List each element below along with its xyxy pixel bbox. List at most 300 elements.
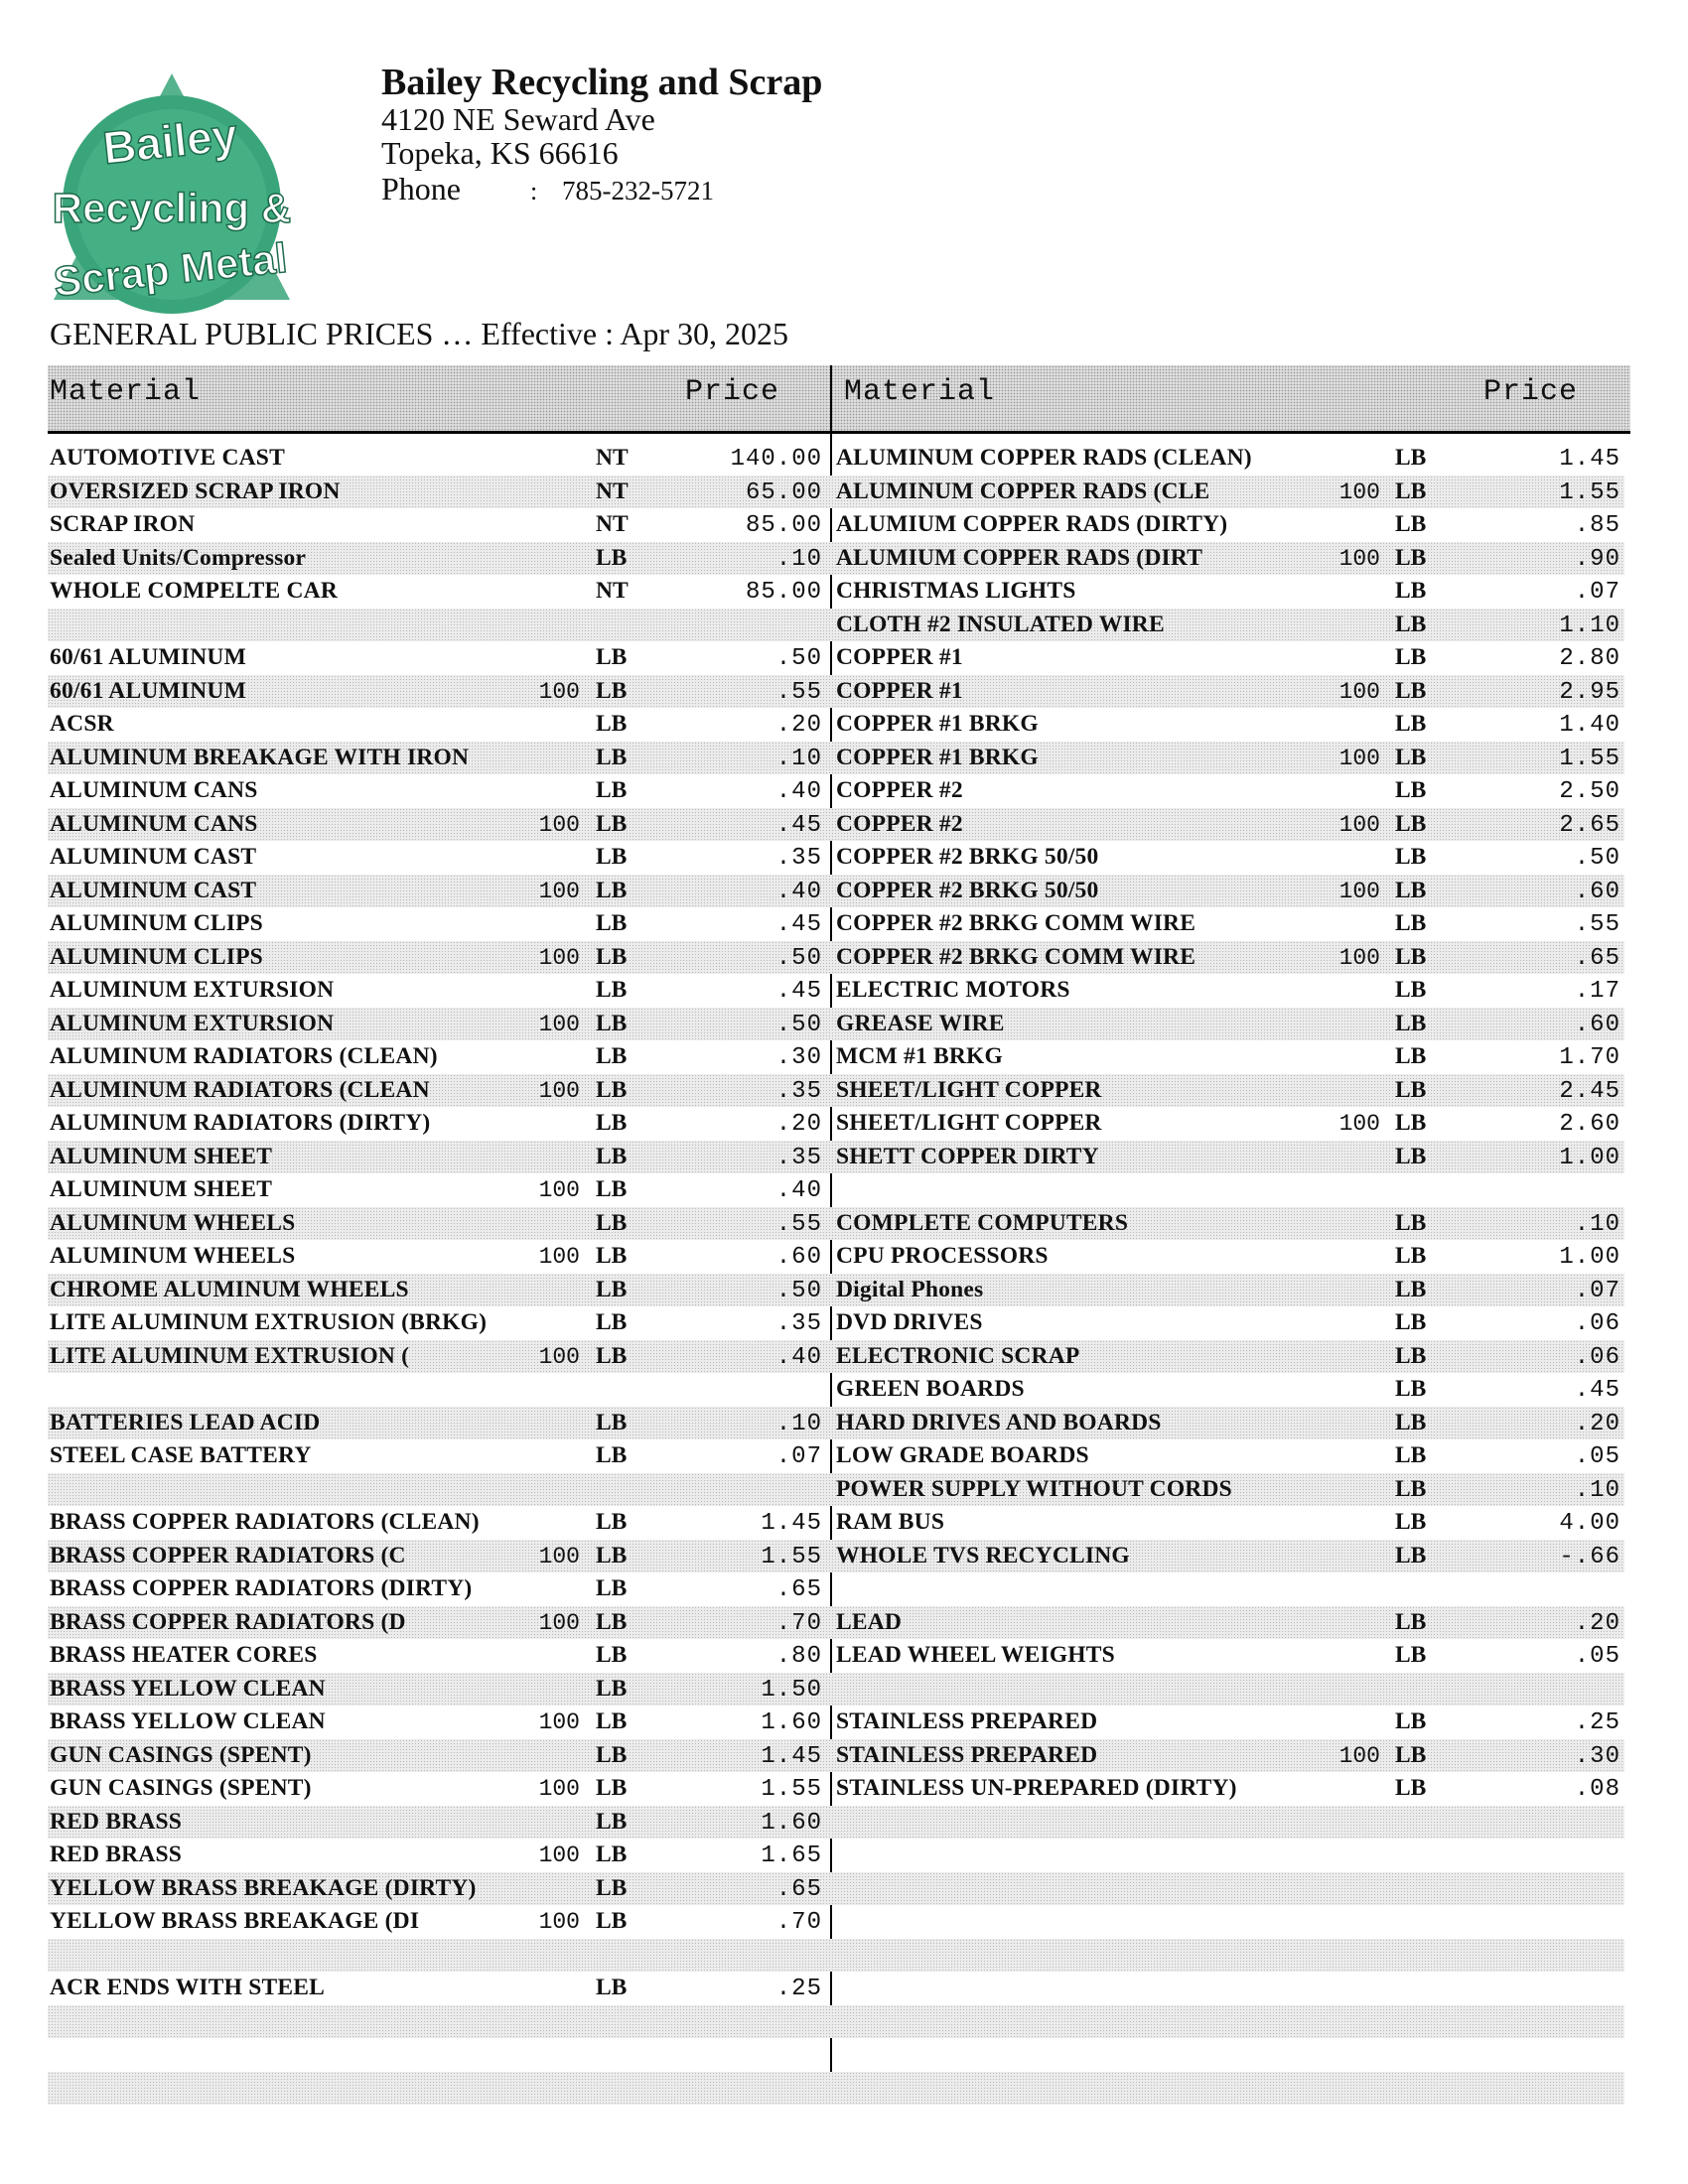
material-name: 60/61 ALUMINUM <box>50 644 246 670</box>
logo-text-line2: Recycling & <box>52 185 292 231</box>
table-header <box>48 365 1630 434</box>
table-row <box>834 1772 1624 1806</box>
price-value: 1.45 <box>1559 446 1620 473</box>
price-value: .50 <box>775 1277 822 1304</box>
price-value: .50 <box>1574 845 1620 872</box>
table-row <box>834 508 1624 542</box>
price-unit: LB <box>596 1076 628 1103</box>
company-city: Topeka, KS 66616 <box>381 135 619 171</box>
material-name: WHOLE COMPELTE CAR <box>50 578 338 604</box>
price-value: .05 <box>1574 1643 1620 1670</box>
table-row <box>834 1040 1624 1074</box>
material-name: ACSR <box>50 711 114 737</box>
material-name: STAINLESS PREPARED <box>836 1708 1098 1734</box>
quantity-tier: 100 <box>538 678 580 705</box>
price-value: 140.00 <box>730 446 822 473</box>
material-name: ALUMIUM COPPER RADS (DIRTY) <box>836 511 1228 537</box>
material-name: 60/61 ALUMINUM <box>50 677 246 704</box>
table-row-empty <box>834 1972 1624 2005</box>
table-row <box>48 1972 838 2005</box>
price-value: .85 <box>1574 512 1620 539</box>
price-value: .05 <box>1574 1443 1620 1470</box>
table-row <box>834 442 1624 476</box>
table-row <box>48 875 838 908</box>
material-name: ALUMINUM WHEELS <box>50 1209 296 1236</box>
price-value: 2.95 <box>1559 678 1620 706</box>
material-name: YELLOW BRASS BREAKAGE (DIRTY) <box>50 1874 477 1901</box>
price-unit: LB <box>1395 844 1427 870</box>
price-unit: LB <box>1395 744 1427 770</box>
material-name: BATTERIES LEAD ACID <box>50 1409 321 1435</box>
table-row <box>48 1639 838 1673</box>
quantity-tier: 100 <box>538 1011 580 1037</box>
table-row <box>834 774 1624 808</box>
table-row <box>48 1439 838 1473</box>
header-material-right: Material <box>844 375 996 409</box>
price-unit: LB <box>1395 445 1427 471</box>
price-unit: LB <box>1395 1043 1427 1069</box>
table-row <box>834 941 1624 975</box>
price-unit: LB <box>1395 611 1427 637</box>
price-value: .40 <box>775 778 822 805</box>
table-row <box>48 1872 838 1906</box>
price-unit: LB <box>596 1276 628 1302</box>
table-row <box>48 675 838 709</box>
quantity-tier: 100 <box>1338 545 1380 572</box>
material-name: COPPER #1 BRKG <box>836 711 1039 737</box>
table-row-empty <box>834 1173 1624 1207</box>
quantity-tier: 100 <box>538 1709 580 1735</box>
price-unit: LB <box>596 1975 628 2000</box>
price-unit: LB <box>1395 478 1427 504</box>
header-material-left: Material <box>50 375 202 409</box>
table-row <box>48 1606 838 1640</box>
material-name: STEEL CASE BATTERY <box>50 1442 312 1468</box>
table-row <box>834 1008 1624 1041</box>
table-row <box>48 1905 838 1939</box>
price-unit: LB <box>596 1842 628 1867</box>
price-unit: LB <box>596 1542 628 1569</box>
table-row <box>834 1373 1624 1407</box>
price-unit: LB <box>1395 1608 1427 1635</box>
price-unit: LB <box>1395 1775 1427 1801</box>
company-info <box>381 64 822 205</box>
material-name: COPPER #1 <box>836 677 963 704</box>
material-name: ALUMINUM CLIPS <box>50 943 263 970</box>
quantity-tier: 100 <box>1338 944 1380 971</box>
material-name: LITE ALUMINUM EXTRUSION (BRKG) <box>50 1309 488 1335</box>
quantity-tier: 100 <box>538 1244 580 1270</box>
price-value: 2.45 <box>1559 1077 1620 1105</box>
price-unit: LB <box>1395 1110 1427 1136</box>
table-row-empty <box>48 1939 838 1973</box>
material-name: ALUMINUM WHEELS <box>50 1243 296 1269</box>
price-unit: LB <box>1395 677 1427 704</box>
price-unit: LB <box>596 1409 628 1435</box>
material-name: COMPLETE COMPUTERS <box>836 1209 1129 1236</box>
material-name: LEAD <box>836 1608 903 1635</box>
price-value: 1.55 <box>1559 745 1620 772</box>
material-name: Sealed Units/Compressor <box>50 544 307 571</box>
table-row <box>834 1506 1624 1540</box>
table-row <box>48 1772 838 1806</box>
price-value: .17 <box>1574 978 1620 1005</box>
price-value: .55 <box>775 1210 822 1238</box>
price-unit: LB <box>596 1143 628 1169</box>
table-row-empty <box>834 1572 1624 1606</box>
price-unit: LB <box>596 1874 628 1901</box>
price-unit: LB <box>596 844 628 870</box>
material-name: ALUMINUM SHEET <box>50 1176 273 1202</box>
price-value: 1.65 <box>761 1843 822 1869</box>
price-value: 1.60 <box>761 1709 822 1736</box>
material-name: COPPER #2 BRKG COMM WIRE <box>836 943 1196 970</box>
header-price-right: Price <box>1483 375 1579 409</box>
material-name: GREEN BOARDS <box>836 1376 1025 1402</box>
material-name: ALUMIUM COPPER RADS (DIRT <box>836 544 1203 571</box>
table-row <box>48 1540 838 1573</box>
table-row <box>48 1340 838 1374</box>
table-row <box>834 1606 1624 1640</box>
material-name: BRASS COPPER RADIATORS (D <box>50 1608 406 1635</box>
price-value: 65.00 <box>745 478 822 506</box>
price-unit: LB <box>596 1708 628 1734</box>
price-unit: NT <box>596 511 629 537</box>
price-value: .06 <box>1574 1310 1620 1337</box>
material-name: COPPER #1 <box>836 644 963 670</box>
table-row-empty <box>834 1872 1624 1906</box>
table-row <box>834 1141 1624 1174</box>
price-value: .45 <box>775 978 822 1005</box>
price-unit: LB <box>596 910 628 936</box>
table-row-empty <box>834 1939 1624 1973</box>
quantity-tier: 100 <box>1338 745 1380 771</box>
price-value: .80 <box>775 1643 822 1670</box>
table-row <box>834 675 1624 709</box>
price-unit: LB <box>1395 1475 1427 1502</box>
logo-text-line3: Scrap Metal <box>51 233 290 306</box>
price-unit: LB <box>596 810 628 837</box>
material-name: COPPER #2 BRKG 50/50 <box>836 877 1099 903</box>
price-value: .40 <box>775 1343 822 1371</box>
price-unit: LB <box>596 1209 628 1236</box>
table-row <box>834 1540 1624 1573</box>
price-unit: LB <box>1395 544 1427 571</box>
table-row <box>48 442 838 476</box>
price-unit: LB <box>596 744 628 770</box>
material-name: WHOLE TVS RECYCLING <box>836 1542 1130 1569</box>
price-column-left <box>48 442 838 2105</box>
price-value: .30 <box>775 1044 822 1071</box>
price-value: .45 <box>775 911 822 938</box>
material-name: HARD DRIVES AND BOARDS <box>836 1409 1162 1435</box>
price-unit: LB <box>1395 1010 1427 1036</box>
material-name: CPU PROCESSORS <box>836 1243 1049 1269</box>
material-name: BRASS YELLOW CLEAN <box>50 1675 326 1702</box>
material-name: ALUMINUM COPPER RADS (CLE <box>836 478 1210 504</box>
price-value: .07 <box>775 1443 822 1470</box>
table-row <box>48 1673 838 1706</box>
price-value: .50 <box>775 645 822 672</box>
price-unit: LB <box>1395 1209 1427 1236</box>
quantity-tier: 100 <box>1338 1742 1380 1769</box>
price-value: .45 <box>1574 1377 1620 1404</box>
logo-text-line1: Bailey <box>100 108 240 175</box>
table-row <box>48 1207 838 1241</box>
price-unit: LB <box>1395 1243 1427 1269</box>
price-value: .50 <box>775 944 822 972</box>
price-value: 2.50 <box>1559 778 1620 805</box>
material-name: ALUMINUM COPPER RADS (CLEAN) <box>836 445 1252 471</box>
price-value: .60 <box>775 1244 822 1271</box>
price-unit: LB <box>1395 877 1427 903</box>
material-name: BRASS YELLOW CLEAN <box>50 1708 326 1734</box>
material-name: COPPER #2 <box>836 777 963 803</box>
table-row <box>48 1040 838 1074</box>
price-unit: LB <box>1395 644 1427 670</box>
table-row <box>48 1107 838 1141</box>
price-value: 1.45 <box>761 1742 822 1770</box>
price-value: .70 <box>775 1609 822 1637</box>
quantity-tier: 100 <box>1338 1111 1380 1137</box>
material-name: RAM BUS <box>836 1509 945 1535</box>
table-row <box>48 742 838 775</box>
price-unit: LB <box>596 1010 628 1036</box>
table-row-empty <box>48 2005 838 2039</box>
price-unit: LB <box>596 1675 628 1702</box>
table-row-empty <box>834 1839 1624 1872</box>
price-value: .35 <box>775 845 822 872</box>
table-row <box>834 609 1624 642</box>
price-value: .25 <box>775 1976 822 2002</box>
table-row <box>834 1207 1624 1241</box>
material-name: COPPER #1 BRKG <box>836 744 1039 770</box>
price-unit: LB <box>596 1309 628 1335</box>
price-value: .50 <box>775 1011 822 1038</box>
price-value: .40 <box>775 1177 822 1204</box>
price-value: .20 <box>1574 1410 1620 1437</box>
table-row-empty <box>834 1673 1624 1706</box>
price-value: 1.40 <box>1559 712 1620 739</box>
price-unit: LB <box>1395 777 1427 803</box>
material-name: COPPER #2 BRKG COMM WIRE <box>836 910 1196 936</box>
table-row <box>834 841 1624 875</box>
price-value: 2.65 <box>1559 811 1620 839</box>
table-row <box>48 1008 838 1041</box>
quantity-tier: 100 <box>538 1609 580 1636</box>
price-value: .40 <box>775 878 822 905</box>
price-value: .60 <box>1574 878 1620 905</box>
table-row <box>834 542 1624 576</box>
table-row-empty <box>834 2038 1624 2072</box>
price-value: 2.60 <box>1559 1111 1620 1138</box>
price-unit: LB <box>1395 1076 1427 1103</box>
material-name: BRASS COPPER RADIATORS (CLEAN) <box>50 1509 480 1535</box>
table-row-empty <box>48 1473 838 1507</box>
price-value: 1.55 <box>761 1776 822 1803</box>
material-name: ALUMINUM CANS <box>50 777 258 803</box>
price-unit: LB <box>1395 1442 1427 1468</box>
price-column-right <box>834 442 1624 2105</box>
price-value: 2.80 <box>1559 645 1620 672</box>
table-row <box>834 1306 1624 1340</box>
table-row <box>834 708 1624 742</box>
table-row <box>48 1407 838 1440</box>
table-row <box>834 907 1624 941</box>
price-value: .60 <box>1574 1011 1620 1038</box>
material-name: SHEET/LIGHT COPPER <box>836 1076 1102 1103</box>
price-value: .90 <box>1574 545 1620 573</box>
table-row <box>834 1439 1624 1473</box>
price-unit: LB <box>1395 943 1427 970</box>
material-name: OVERSIZED SCRAP IRON <box>50 478 341 504</box>
material-name: RED BRASS <box>50 1808 183 1835</box>
material-name: COPPER #2 BRKG 50/50 <box>836 844 1099 870</box>
table-row <box>834 742 1624 775</box>
price-unit: LB <box>596 1342 628 1369</box>
table-row <box>834 974 1624 1008</box>
price-unit: LB <box>596 544 628 571</box>
table-row <box>48 1706 838 1739</box>
price-unit: LB <box>596 1243 628 1269</box>
phone-label: Phone <box>381 171 461 206</box>
table-row <box>834 875 1624 908</box>
table-row-empty <box>834 1905 1624 1939</box>
material-name: CHROME ALUMINUM WHEELS <box>50 1276 409 1302</box>
price-unit: LB <box>1395 511 1427 537</box>
table-row-empty <box>834 2072 1624 2106</box>
material-name: ALUMINUM CLIPS <box>50 910 263 936</box>
table-row-empty <box>834 1806 1624 1840</box>
price-value: 4.00 <box>1559 1510 1620 1537</box>
table-row-empty <box>834 2005 1624 2039</box>
quantity-tier: 100 <box>538 1343 580 1370</box>
price-value: .55 <box>1574 911 1620 938</box>
price-unit: LB <box>1395 1708 1427 1734</box>
price-unit: LB <box>596 1043 628 1069</box>
material-name: LEAD WHEEL WEIGHTS <box>836 1642 1115 1668</box>
price-value: .35 <box>775 1310 822 1337</box>
material-name: Digital Phones <box>836 1276 984 1302</box>
price-unit: LB <box>1395 977 1427 1003</box>
material-name: SCRAP IRON <box>50 511 196 537</box>
price-value: 1.45 <box>761 1510 822 1537</box>
material-name: GUN CASINGS (SPENT) <box>50 1741 312 1768</box>
material-name: STAINLESS PREPARED <box>836 1741 1098 1768</box>
table-row <box>834 1074 1624 1108</box>
material-name: AUTOMOTIVE CAST <box>50 445 285 471</box>
price-value: 85.00 <box>745 512 822 539</box>
price-unit: LB <box>596 977 628 1003</box>
price-unit: LB <box>1395 810 1427 837</box>
quantity-tier: 100 <box>538 1776 580 1802</box>
price-value: .30 <box>1574 1742 1620 1770</box>
price-value: .10 <box>775 545 822 573</box>
price-unit: LB <box>596 877 628 903</box>
price-value: 1.00 <box>1559 1144 1620 1171</box>
material-name: CHRISTMAS LIGHTS <box>836 578 1076 604</box>
material-name: ALUMINUM EXTURSION <box>50 977 335 1003</box>
price-unit: LB <box>596 644 628 670</box>
price-unit: LB <box>596 777 628 803</box>
table-row-empty <box>48 1373 838 1407</box>
material-name: BRASS HEATER CORES <box>50 1642 318 1668</box>
price-unit: LB <box>1395 1309 1427 1335</box>
price-unit: LB <box>596 1110 628 1136</box>
material-name: ALUMINUM BREAKAGE WITH IRON <box>50 744 470 770</box>
price-unit: LB <box>1395 711 1427 737</box>
price-list-title: GENERAL PUBLIC PRICES … Effective : Apr 30, 2025 <box>50 316 788 351</box>
price-unit: LB <box>596 1642 628 1668</box>
material-name: YELLOW BRASS BREAKAGE (DI <box>50 1908 420 1934</box>
table-row <box>48 808 838 842</box>
price-value: 1.50 <box>761 1676 822 1704</box>
price-unit: LB <box>596 1808 628 1835</box>
price-unit: LB <box>1395 1741 1427 1768</box>
table-row <box>48 708 838 742</box>
material-name: LOW GRADE BOARDS <box>836 1442 1089 1468</box>
company-address: 4120 NE Seward Ave <box>381 101 655 137</box>
price-unit: LB <box>596 1775 628 1801</box>
material-name: SHETT COPPER DIRTY <box>836 1143 1099 1169</box>
table-row <box>48 1240 838 1274</box>
table-row <box>834 1240 1624 1274</box>
company-phone-row <box>381 173 822 205</box>
table-row <box>834 1107 1624 1141</box>
table-row <box>48 476 838 509</box>
material-name: ALUMINUM RADIATORS (CLEAN <box>50 1076 430 1103</box>
table-row-empty <box>48 609 838 642</box>
price-value: .20 <box>775 1111 822 1138</box>
quantity-tier: 100 <box>1338 878 1380 904</box>
quantity-tier: 100 <box>538 1843 580 1868</box>
company-name: Bailey Recycling and Scrap <box>381 62 823 103</box>
quantity-tier: 100 <box>538 1543 580 1570</box>
price-unit: LB <box>1395 1342 1427 1369</box>
price-unit: LB <box>596 1575 628 1601</box>
material-name: BRASS COPPER RADIATORS (C <box>50 1542 406 1569</box>
price-value: 1.10 <box>1559 612 1620 639</box>
price-unit: LB <box>596 943 628 970</box>
material-name: CLOTH #2 INSULATED WIRE <box>836 611 1165 637</box>
price-unit: LB <box>1395 1276 1427 1302</box>
quantity-tier: 100 <box>538 1909 580 1935</box>
price-value: 1.70 <box>1559 1044 1620 1071</box>
price-unit: LB <box>1395 910 1427 936</box>
price-value: .06 <box>1574 1343 1620 1371</box>
material-name: ALUMINUM RADIATORS (CLEAN) <box>50 1043 438 1069</box>
price-unit: LB <box>596 1442 628 1468</box>
price-unit: LB <box>1395 1376 1427 1402</box>
header-price-left: Price <box>685 375 780 409</box>
price-unit: NT <box>596 578 629 604</box>
table-row <box>48 1306 838 1340</box>
table-row <box>834 1407 1624 1440</box>
table-row <box>48 575 838 609</box>
price-value: .10 <box>775 1410 822 1437</box>
material-name: DVD DRIVES <box>836 1309 983 1335</box>
price-unit: LB <box>1395 1542 1427 1569</box>
price-value: .65 <box>775 1875 822 1903</box>
material-name: ALUMINUM SHEET <box>50 1143 273 1169</box>
price-unit: NT <box>596 478 629 504</box>
table-row <box>48 1141 838 1174</box>
price-value: .35 <box>775 1144 822 1171</box>
table-row <box>48 1074 838 1108</box>
price-unit: LB <box>596 1741 628 1768</box>
table-row <box>834 575 1624 609</box>
table-row <box>48 1572 838 1606</box>
